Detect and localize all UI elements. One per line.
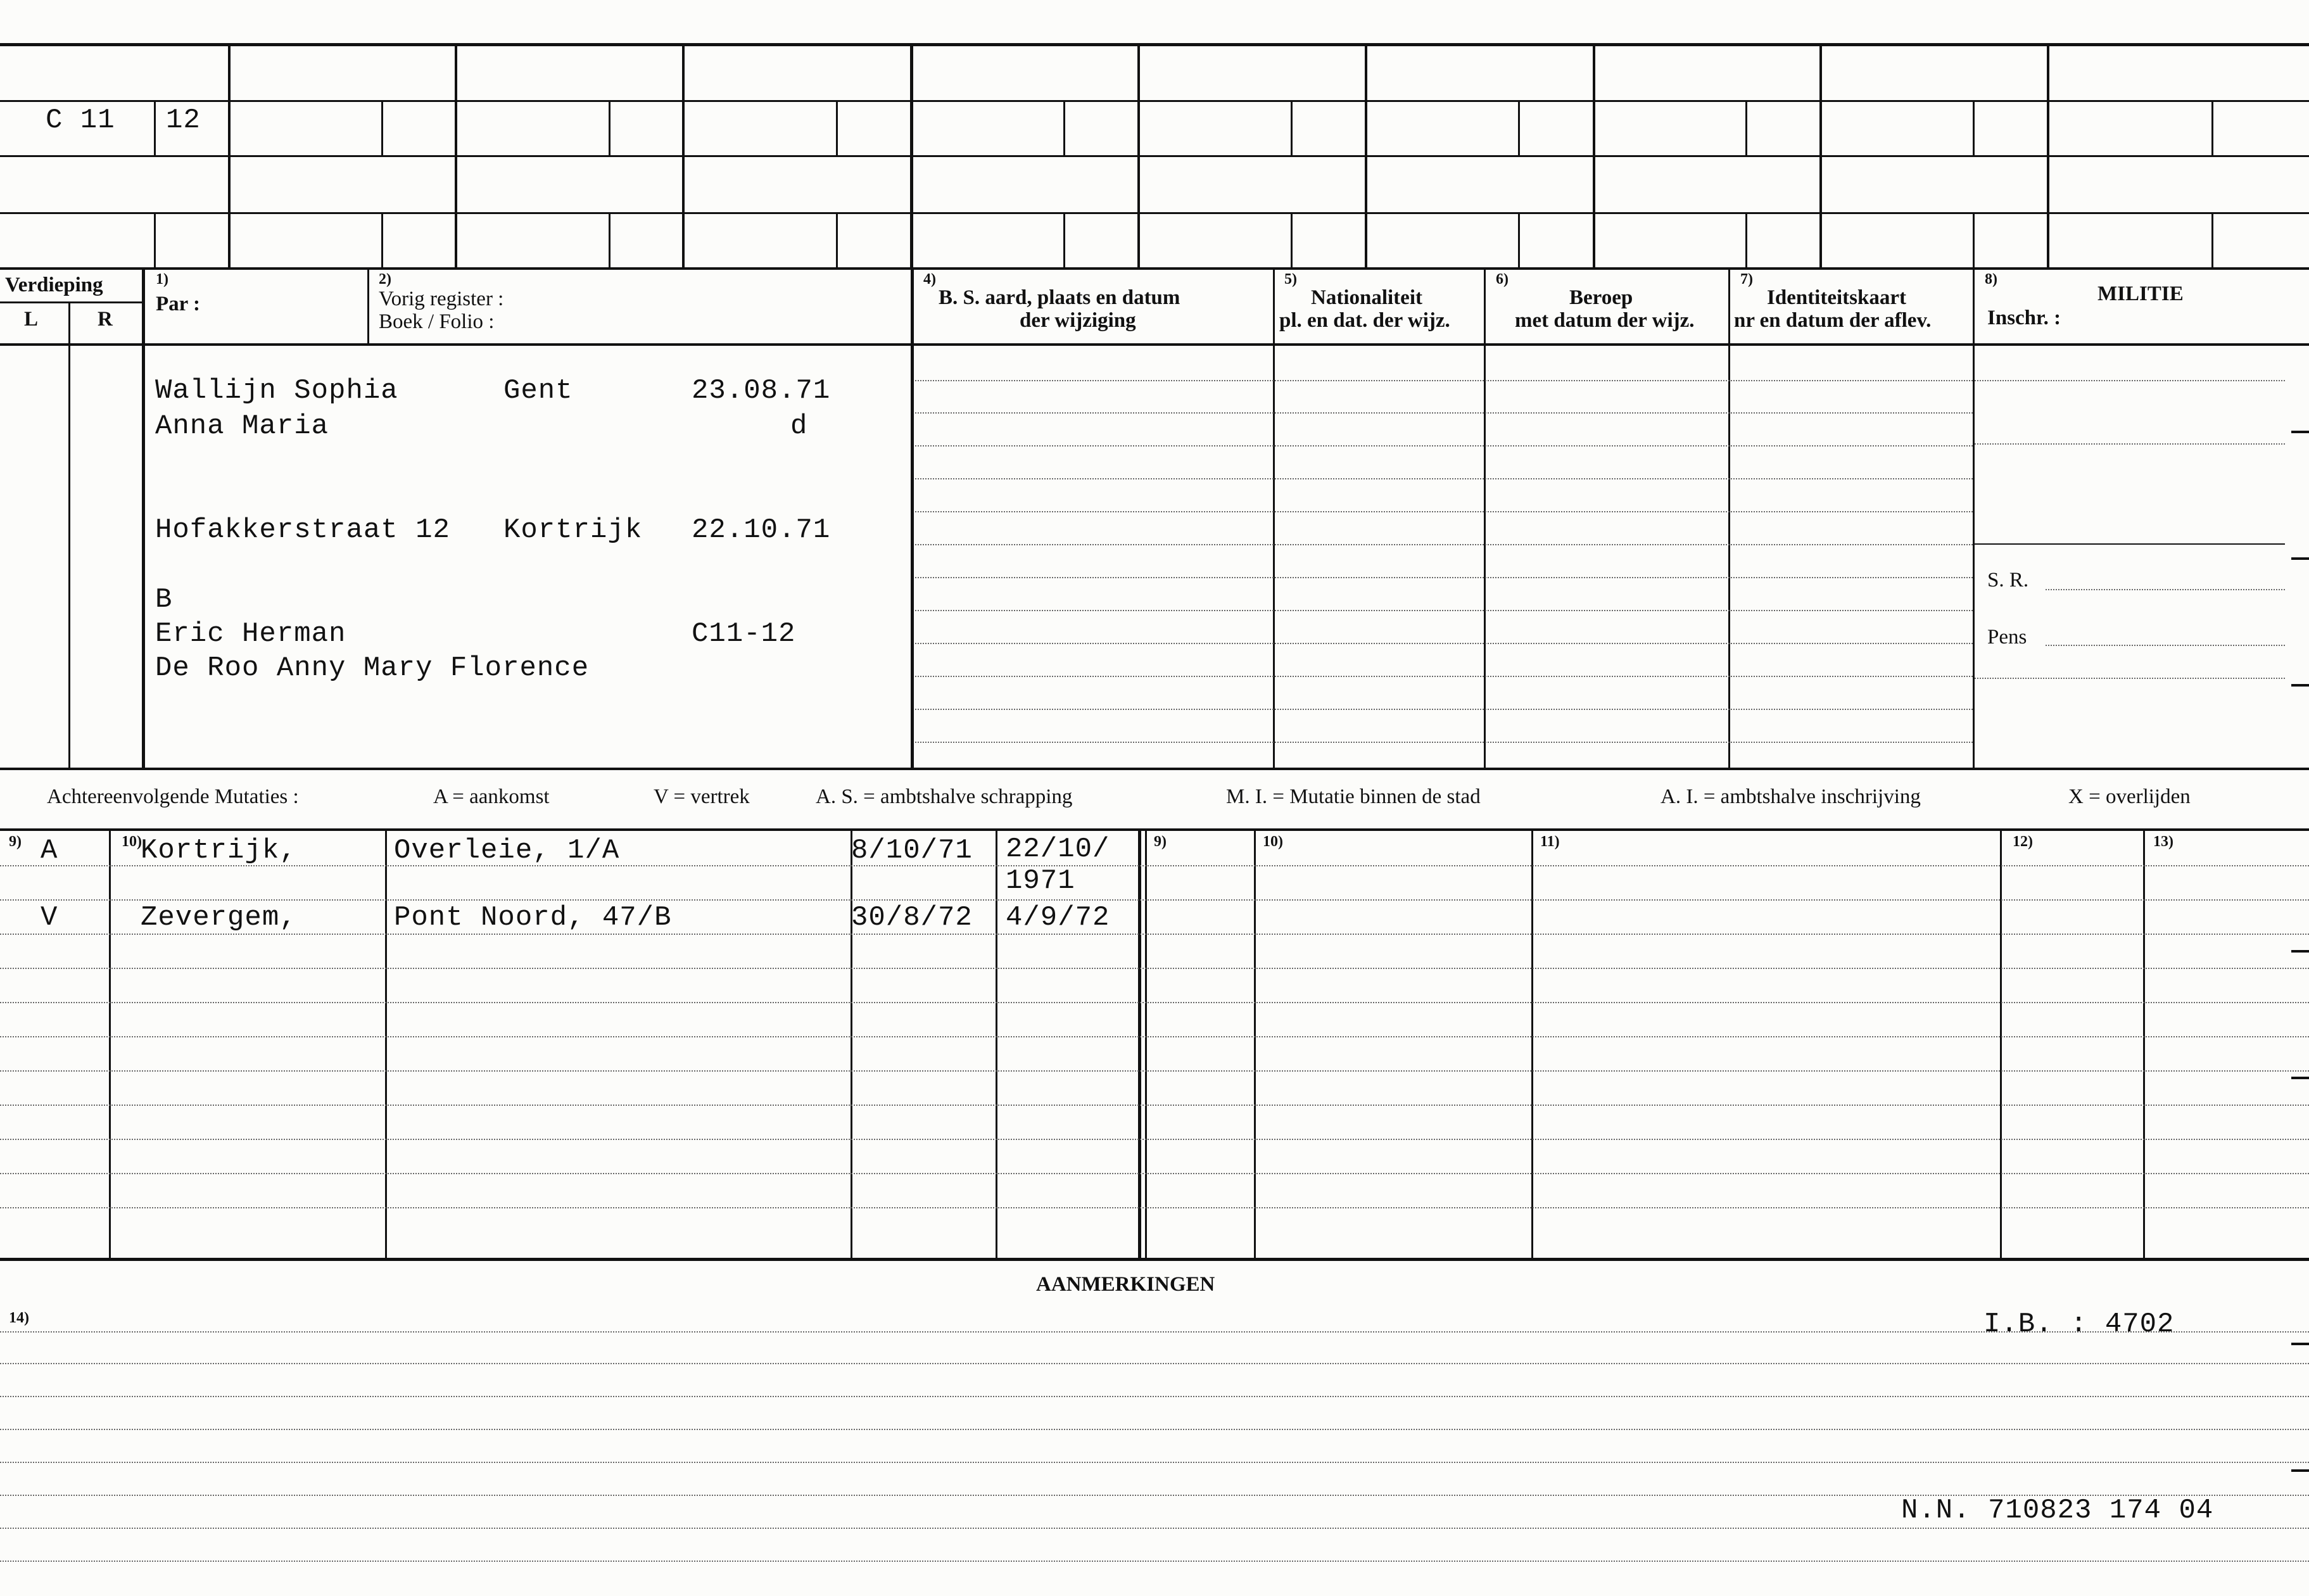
col-note-9: 9)	[9, 833, 22, 850]
nationaliteit-label-1: Nationaliteit	[1311, 286, 1422, 309]
mutation-type: A	[41, 835, 58, 866]
person-name: Wallijn Sophia	[155, 375, 398, 407]
col-note-10b: 10)	[1263, 833, 1283, 850]
note-4: 4)	[923, 271, 936, 288]
person-given-names: Anna Maria	[155, 410, 329, 442]
col-note-11: 11)	[1540, 833, 1560, 850]
r-label: R	[98, 308, 113, 331]
mutation-date-a: 30/8/72	[851, 902, 973, 934]
inschr-label: Inschr. :	[1987, 307, 2061, 329]
sr-label: S. R.	[1987, 569, 2029, 592]
remarks-title: AANMERKINGEN	[1036, 1273, 1215, 1296]
note-5: 5)	[1284, 271, 1297, 288]
verdieping-label: Verdieping	[5, 274, 103, 296]
identiteitskaart-label-2: nr en datum der aflev.	[1734, 309, 1932, 332]
mutation-type: V	[41, 902, 58, 934]
vorig-register-label: Vorig register :	[379, 288, 504, 310]
pens-label: Pens	[1987, 626, 2027, 649]
code-number: 12	[166, 104, 201, 136]
identiteitskaart-label-1: Identiteitskaart	[1767, 286, 1906, 309]
bs-label-1: B. S. aard, plaats en datum	[939, 286, 1180, 309]
code-value: C 11	[46, 104, 115, 136]
note-2: 2)	[379, 271, 391, 288]
address-city: Kortrijk	[503, 514, 643, 546]
note-1: 1)	[156, 271, 168, 288]
col-note-13: 13)	[2153, 833, 2173, 850]
ib-number: I.B. : 4702	[1983, 1308, 2175, 1340]
mutation-date-b-year: 1971	[1006, 865, 1075, 897]
beroep-label-2: met datum der wijz.	[1515, 309, 1695, 332]
legend-v: V = vertrek	[654, 785, 750, 808]
status-b: B	[155, 584, 173, 616]
mutation-place: Zevergem,	[141, 902, 297, 934]
l-label: L	[24, 308, 39, 331]
note-8: 8)	[1985, 271, 1997, 288]
mutation-date-a: 8/10/71	[851, 835, 973, 866]
col-note-10: 10)	[122, 833, 142, 850]
sex-mark: d	[790, 410, 808, 442]
birth-date: 23.08.71	[692, 375, 831, 407]
legend-title: Achtereenvolgende Mutaties :	[47, 785, 299, 808]
father-name: Eric Herman	[155, 618, 346, 650]
nationaliteit-label-2: pl. en dat. der wijz.	[1279, 309, 1450, 332]
mother-name: De Roo Anny Mary Florence	[155, 652, 590, 684]
bs-label-2: der wijziging	[1020, 309, 1136, 332]
mutation-street: Pont Noord, 47/B	[394, 902, 672, 934]
boek-folio-label: Boek / Folio :	[379, 310, 495, 333]
col-note-9b: 9)	[1154, 833, 1167, 850]
legend-x: X = overlijden	[2068, 785, 2191, 808]
address: Hofakkerstraat 12	[155, 514, 450, 546]
col-note-14: 14)	[9, 1310, 29, 1326]
note-6: 6)	[1496, 271, 1509, 288]
col-note-12: 12)	[2013, 833, 2033, 850]
mutation-street: Overleie, 1/A	[394, 835, 620, 866]
mutation-date-b: 4/9/72	[1006, 902, 1110, 934]
birth-place: Gent	[503, 375, 573, 407]
mutation-place: Kortrijk,	[141, 835, 297, 866]
legend-as: A. S. = ambtshalve schrapping	[816, 785, 1073, 808]
note-7: 7)	[1740, 271, 1753, 288]
beroep-label-1: Beroep	[1569, 286, 1633, 309]
mutation-date-b: 22/10/	[1006, 833, 1110, 865]
par-label: Par :	[156, 293, 200, 315]
militie-label: MILITIE	[2097, 282, 2184, 305]
national-number: N.N. 710823 174 04	[1901, 1495, 2214, 1526]
legend-mi: M. I. = Mutatie binnen de stad	[1226, 785, 1481, 808]
legend-ai: A. I. = ambtshalve inschrijving	[1661, 785, 1921, 808]
register-ref: C11-12	[692, 618, 796, 650]
address-date: 22.10.71	[692, 514, 831, 546]
legend-a: A = aankomst	[433, 785, 550, 808]
